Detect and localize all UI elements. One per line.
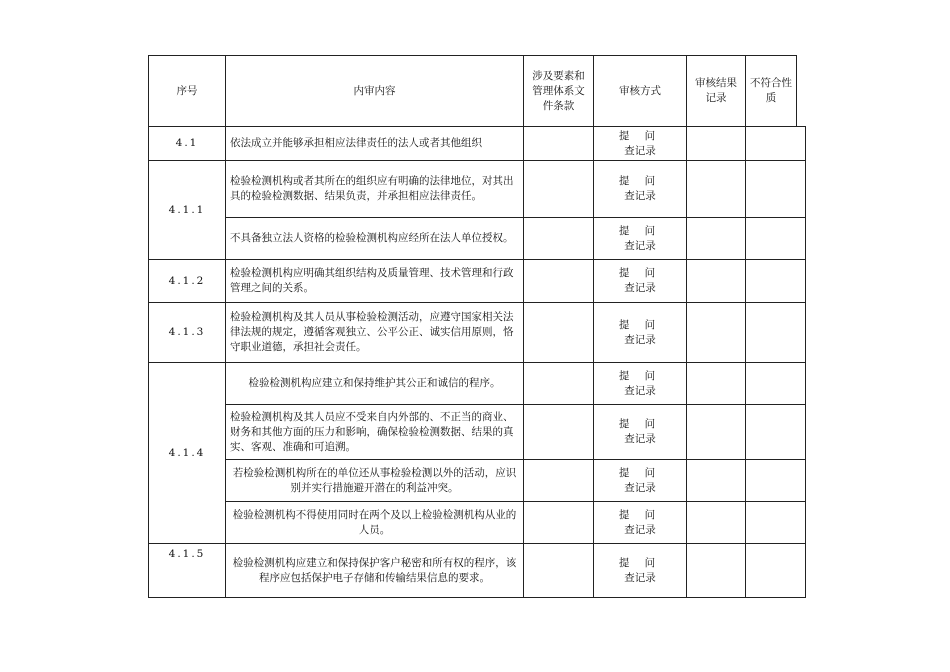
row-nonconformity[interactable] [746, 405, 806, 460]
row-content: 检验检测机构不得使用同时在两个及以上检验检测机构从业的人员。 [226, 502, 524, 544]
row-content: 检验检测机构及其人员应不受来自内外部的、不正当的商业、财务和其他方面的压力和影响，确保检验检测数据、结果的真实、客观、准确和可追溯。 [226, 405, 524, 460]
row-method: 提 问 查记录 [594, 544, 687, 598]
row-content: 检验检测机构及其人员从事检验检测活动，应遵守国家相关法律法规的规定，遵循客观独立、公平公正、诚实信用原则，恪守职业道德，承担社会责任。 [226, 303, 524, 363]
header-spacer [797, 56, 806, 127]
row-seq: 4.1.5 [149, 544, 226, 598]
row-result[interactable] [687, 363, 746, 405]
row-clause[interactable] [524, 405, 594, 460]
row-result[interactable] [687, 460, 746, 502]
row-clause[interactable] [524, 502, 594, 544]
row-clause[interactable] [524, 363, 594, 405]
row-result[interactable] [687, 127, 746, 161]
row-result[interactable] [687, 303, 746, 363]
row-nonconformity[interactable] [746, 303, 806, 363]
row-method: 提 问 查记录 [594, 218, 687, 260]
row-clause[interactable] [524, 460, 594, 502]
row-method: 提 问 查记录 [594, 303, 687, 363]
row-nonconformity[interactable] [746, 460, 806, 502]
row-method: 提 问 查记录 [594, 405, 687, 460]
row-content: 不具备独立法人资格的检验检测机构应经所在法人单位授权。 [226, 218, 524, 260]
header-clause: 涉及要素和管理体系文件条款 [524, 56, 594, 127]
table-row [149, 218, 806, 260]
row-seq: 4.1.2 [149, 260, 226, 303]
row-content: 依法成立并能够承担相应法律责任的法人或者其他组织 [226, 127, 524, 161]
row-result[interactable] [687, 405, 746, 460]
table-header-row [149, 56, 806, 127]
row-clause[interactable] [524, 161, 594, 218]
row-method: 提 问 查记录 [594, 161, 687, 218]
row-content: 若检验检测机构所在的单位还从事检验检测以外的活动，应识别并实行措施避开潜在的利益冲突。 [226, 460, 524, 502]
row-clause[interactable] [524, 544, 594, 598]
row-clause[interactable] [524, 127, 594, 161]
header-seq: 序号 [149, 56, 226, 127]
row-nonconformity[interactable] [746, 218, 806, 260]
row-seq: 4.1.3 [149, 303, 226, 363]
row-seq: 4.1.1 [149, 161, 226, 260]
row-nonconformity[interactable] [746, 502, 806, 544]
row-method: 提 问 查记录 [594, 502, 687, 544]
header-nonconformity: 不符合性质 [746, 56, 797, 127]
row-content: 检验检测机构或者其所在的组织应有明确的法律地位，对其出具的检验检测数据、结果负责，并承担相应法律责任。 [226, 161, 524, 218]
table-row [149, 260, 806, 303]
table-row [149, 161, 806, 218]
row-nonconformity[interactable] [746, 127, 806, 161]
row-nonconformity[interactable] [746, 363, 806, 405]
row-result[interactable] [687, 260, 746, 303]
row-nonconformity[interactable] [746, 544, 806, 598]
row-result[interactable] [687, 502, 746, 544]
table-row [149, 502, 806, 544]
row-seq: 4.1.4 [149, 363, 226, 544]
header-result: 审核结果记录 [687, 56, 746, 127]
row-method: 提 问 查记录 [594, 460, 687, 502]
table-row [149, 363, 806, 405]
table-row [149, 127, 806, 161]
row-content: 检验检测机构应明确其组织结构及质量管理、技术管理和行政管理之间的关系。 [226, 260, 524, 303]
row-method: 提 问 查记录 [594, 127, 687, 161]
row-clause[interactable] [524, 303, 594, 363]
row-result[interactable] [687, 544, 746, 598]
row-clause[interactable] [524, 260, 594, 303]
row-method: 提 问 查记录 [594, 363, 687, 405]
row-result[interactable] [687, 161, 746, 218]
internal-audit-table [148, 55, 806, 598]
table-row [149, 544, 806, 598]
table-row [149, 460, 806, 502]
row-content: 检验检测机构应建立和保持维护其公正和诚信的程序。 [226, 363, 524, 405]
row-clause[interactable] [524, 218, 594, 260]
row-method: 提 问 查记录 [594, 260, 687, 303]
header-content: 内审内容 [226, 56, 524, 127]
row-result[interactable] [687, 218, 746, 260]
row-seq: 4.1 [149, 127, 226, 161]
header-method: 审核方式 [594, 56, 687, 127]
row-nonconformity[interactable] [746, 260, 806, 303]
row-nonconformity[interactable] [746, 161, 806, 218]
table-row [149, 405, 806, 460]
table-row [149, 303, 806, 363]
row-content: 检验检测机构应建立和保持保护客户秘密和所有权的程序，该程序应包括保护电子存储和传输结果信息的要求。 [226, 544, 524, 598]
